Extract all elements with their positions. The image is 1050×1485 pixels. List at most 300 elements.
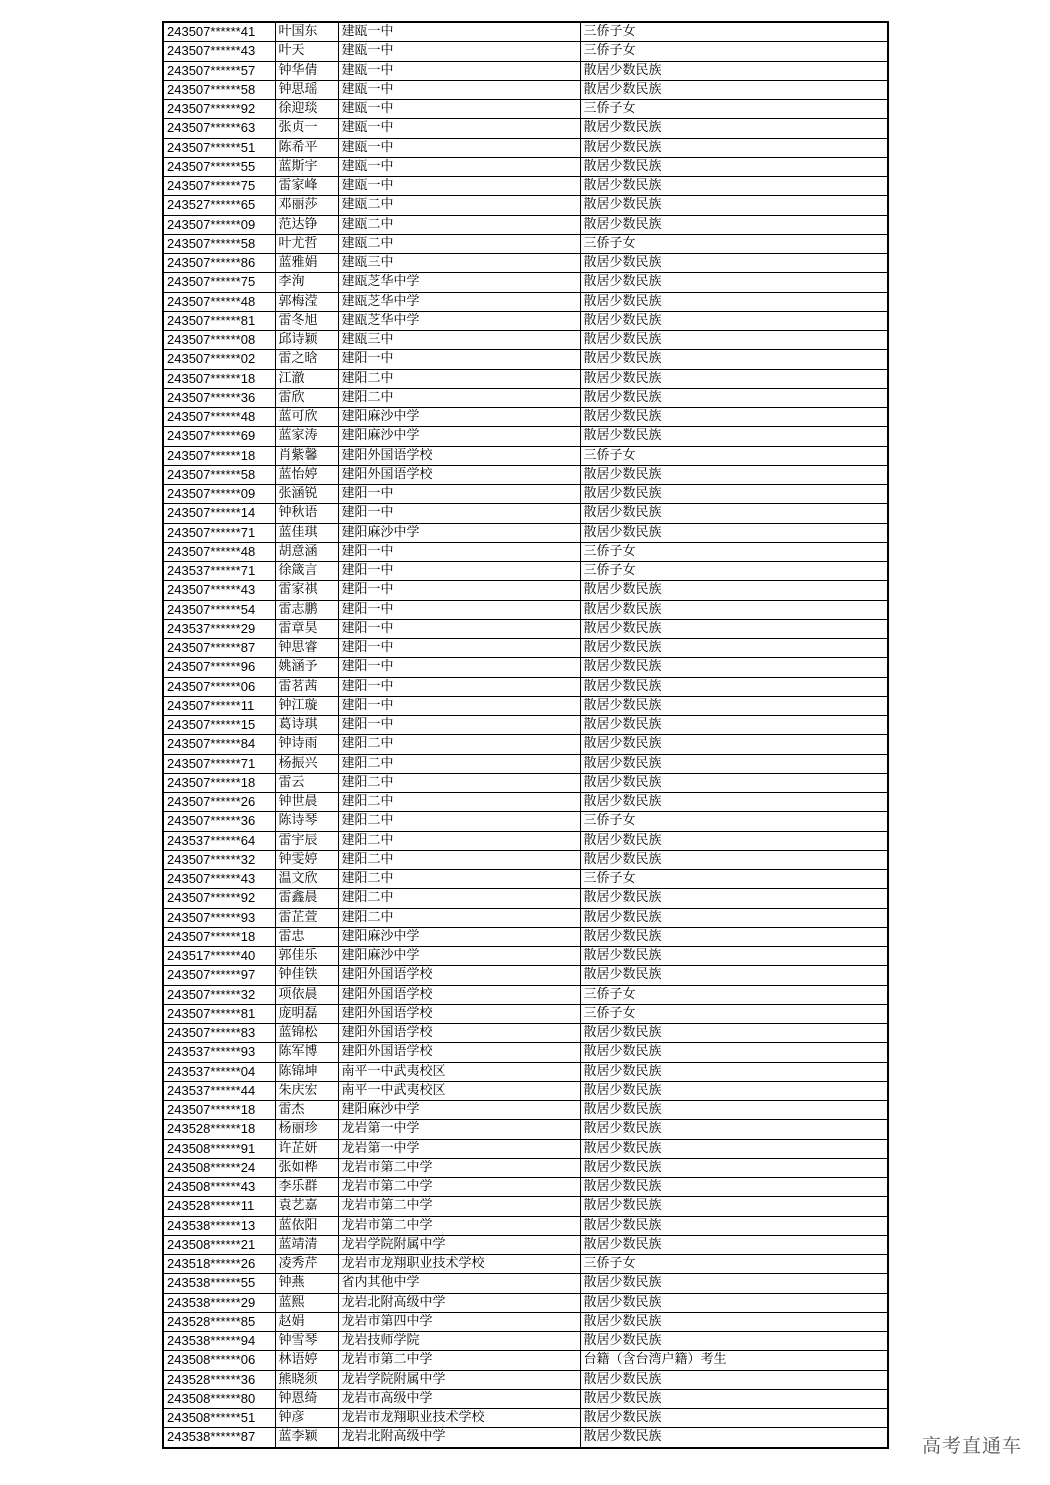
candidate-id-cell: 243507******15 (163, 716, 275, 735)
name-cell: 蓝家涛 (275, 427, 338, 446)
name-cell: 蓝李颖 (275, 1428, 338, 1448)
school-cell: 建阳二中 (338, 870, 580, 889)
school-cell: 龙岩第一中学 (338, 1120, 580, 1139)
category-cell: 散居少数民族 (580, 1389, 888, 1408)
candidate-id-cell: 243507******48 (163, 292, 275, 311)
table-row (163, 1428, 888, 1448)
name-cell: 姚涵予 (275, 658, 338, 677)
name-cell: 钟诗雨 (275, 735, 338, 754)
name-cell: 林语婷 (275, 1351, 338, 1370)
school-cell: 建瓯芝华中学 (338, 311, 580, 330)
name-cell: 温文欣 (275, 870, 338, 889)
table-row (163, 1312, 888, 1331)
name-cell: 蓝怡婷 (275, 465, 338, 484)
candidate-id-cell: 243537******04 (163, 1062, 275, 1081)
category-cell: 散居少数民族 (580, 1024, 888, 1043)
table-row (163, 1043, 888, 1062)
school-cell: 龙岩市龙翔职业技术学校 (338, 1409, 580, 1428)
candidate-id-cell: 243507******63 (163, 119, 275, 138)
school-cell: 建瓯芝华中学 (338, 273, 580, 292)
candidate-id-cell: 243507******18 (163, 1101, 275, 1120)
candidate-id-cell: 243507******41 (163, 22, 275, 42)
candidate-id-cell: 243537******29 (163, 619, 275, 638)
candidate-table (162, 21, 889, 1449)
candidate-id-cell: 243507******48 (163, 408, 275, 427)
table-row (163, 504, 888, 523)
school-cell: 龙岩市第二中学 (338, 1158, 580, 1177)
school-cell: 建阳一中 (338, 485, 580, 504)
category-cell: 散居少数民族 (580, 754, 888, 773)
school-cell: 建阳外国语学校 (338, 966, 580, 985)
school-cell: 建阳一中 (338, 504, 580, 523)
candidate-id-cell: 243507******71 (163, 523, 275, 542)
candidate-id-cell: 243507******93 (163, 908, 275, 927)
table-row (163, 1062, 888, 1081)
name-cell: 钟思睿 (275, 639, 338, 658)
category-cell: 散居少数民族 (580, 1062, 888, 1081)
category-cell: 散居少数民族 (580, 735, 888, 754)
name-cell: 雷之晗 (275, 350, 338, 369)
candidate-id-cell: 243508******80 (163, 1389, 275, 1408)
name-cell: 蓝佳琪 (275, 523, 338, 542)
school-cell: 省内其他中学 (338, 1274, 580, 1293)
candidate-id-cell: 243507******08 (163, 331, 275, 350)
name-cell: 雷欣 (275, 388, 338, 407)
name-cell: 蓝锦松 (275, 1024, 338, 1043)
category-cell: 散居少数民族 (580, 177, 888, 196)
table-row (163, 1255, 888, 1274)
category-cell: 三侨子女 (580, 562, 888, 581)
category-cell: 散居少数民族 (580, 1081, 888, 1100)
school-cell: 建瓯二中 (338, 234, 580, 253)
table-row (163, 927, 888, 946)
category-cell: 散居少数民族 (580, 1235, 888, 1254)
candidate-id-cell: 243508******91 (163, 1139, 275, 1158)
name-cell: 陈希平 (275, 138, 338, 157)
school-cell: 建阳一中 (338, 600, 580, 619)
table-row (163, 754, 888, 773)
school-cell: 建阳麻沙中学 (338, 408, 580, 427)
name-cell: 钟思瑶 (275, 80, 338, 99)
name-cell: 肖紫馨 (275, 446, 338, 465)
school-cell: 南平一中武夷校区 (338, 1081, 580, 1100)
candidate-id-cell: 243507******43 (163, 42, 275, 61)
table-row (163, 947, 888, 966)
school-cell: 建阳二中 (338, 850, 580, 869)
category-cell: 散居少数民族 (580, 196, 888, 215)
school-cell: 建阳麻沙中学 (338, 947, 580, 966)
table-row (163, 292, 888, 311)
table-row (163, 581, 888, 600)
school-cell: 建瓯芝华中学 (338, 292, 580, 311)
table-row (163, 273, 888, 292)
school-cell: 建阳一中 (338, 542, 580, 561)
school-cell: 建阳一中 (338, 562, 580, 581)
candidate-id-cell: 243507******71 (163, 754, 275, 773)
candidate-id-cell: 243538******29 (163, 1293, 275, 1312)
school-cell: 建阳二中 (338, 773, 580, 792)
category-cell: 散居少数民族 (580, 1409, 888, 1428)
name-cell: 雷宇辰 (275, 831, 338, 850)
category-cell: 三侨子女 (580, 1004, 888, 1023)
school-cell: 建瓯一中 (338, 177, 580, 196)
name-cell: 蓝熙 (275, 1293, 338, 1312)
category-cell: 三侨子女 (580, 985, 888, 1004)
name-cell: 雷冬旭 (275, 311, 338, 330)
candidate-id-cell: 243528******11 (163, 1197, 275, 1216)
category-cell: 散居少数民族 (580, 1158, 888, 1177)
table-row (163, 908, 888, 927)
school-cell: 建瓯一中 (338, 138, 580, 157)
category-cell: 散居少数民族 (580, 254, 888, 273)
table-row (163, 619, 888, 638)
table-row (163, 350, 888, 369)
table-row (163, 850, 888, 869)
school-cell: 建阳一中 (338, 716, 580, 735)
table-row (163, 100, 888, 119)
candidate-id-cell: 243507******87 (163, 639, 275, 658)
name-cell: 陈诗琴 (275, 812, 338, 831)
candidate-id-cell: 243507******32 (163, 850, 275, 869)
table-row (163, 485, 888, 504)
candidate-id-cell: 243507******18 (163, 773, 275, 792)
name-cell: 邓丽莎 (275, 196, 338, 215)
category-cell: 散居少数民族 (580, 1197, 888, 1216)
category-cell: 散居少数民族 (580, 966, 888, 985)
school-cell: 建阳二中 (338, 831, 580, 850)
candidate-id-cell: 243507******55 (163, 157, 275, 176)
table-row (163, 1139, 888, 1158)
category-cell: 散居少数民族 (580, 696, 888, 715)
school-cell: 龙岩市第二中学 (338, 1351, 580, 1370)
category-cell: 散居少数民族 (580, 138, 888, 157)
table-row (163, 1293, 888, 1312)
name-cell: 李乐群 (275, 1178, 338, 1197)
candidate-id-cell: 243507******18 (163, 927, 275, 946)
candidate-id-cell: 243537******64 (163, 831, 275, 850)
name-cell: 雷章昊 (275, 619, 338, 638)
school-cell: 龙岩技师学院 (338, 1332, 580, 1351)
table-row (163, 562, 888, 581)
table-row (163, 446, 888, 465)
table-row (163, 1332, 888, 1351)
candidate-id-cell: 243507******92 (163, 100, 275, 119)
school-cell: 龙岩学院附属中学 (338, 1370, 580, 1389)
school-cell: 建阳外国语学校 (338, 1024, 580, 1043)
table-row (163, 600, 888, 619)
name-cell: 雷芷萱 (275, 908, 338, 927)
table-row (163, 42, 888, 61)
table-row (163, 966, 888, 985)
candidate-id-cell: 243507******58 (163, 80, 275, 99)
name-cell: 雷茗茜 (275, 677, 338, 696)
school-cell: 建阳一中 (338, 639, 580, 658)
school-cell: 建瓯三中 (338, 254, 580, 273)
table-row (163, 157, 888, 176)
table-row (163, 1197, 888, 1216)
category-cell: 三侨子女 (580, 100, 888, 119)
candidate-id-cell: 243507******48 (163, 542, 275, 561)
table-row (163, 311, 888, 330)
name-cell: 许芷妍 (275, 1139, 338, 1158)
candidate-id-cell: 243507******97 (163, 966, 275, 985)
name-cell: 熊晓须 (275, 1370, 338, 1389)
candidate-id-cell: 243508******06 (163, 1351, 275, 1370)
category-cell: 散居少数民族 (580, 927, 888, 946)
table-row (163, 812, 888, 831)
school-cell: 龙岩市高级中学 (338, 1389, 580, 1408)
name-cell: 张贞一 (275, 119, 338, 138)
table-row (163, 1235, 888, 1254)
name-cell: 郭梅滢 (275, 292, 338, 311)
name-cell: 蓝靖清 (275, 1235, 338, 1254)
candidate-id-cell: 243507******09 (163, 485, 275, 504)
candidate-id-cell: 243528******18 (163, 1120, 275, 1139)
school-cell: 南平一中武夷校区 (338, 1062, 580, 1081)
table-row (163, 1120, 888, 1139)
candidate-id-cell: 243507******58 (163, 234, 275, 253)
name-cell: 叶天 (275, 42, 338, 61)
school-cell: 龙岩市第二中学 (338, 1178, 580, 1197)
table-row (163, 1004, 888, 1023)
category-cell: 散居少数民族 (580, 1428, 888, 1448)
school-cell: 龙岩市第二中学 (338, 1216, 580, 1235)
candidate-id-cell: 243507******58 (163, 465, 275, 484)
table-row (163, 1024, 888, 1043)
candidate-id-cell: 243507******18 (163, 446, 275, 465)
table-row (163, 22, 888, 42)
name-cell: 叶国东 (275, 22, 338, 42)
candidate-id-cell: 243507******11 (163, 696, 275, 715)
category-cell: 散居少数民族 (580, 119, 888, 138)
table-row (163, 1101, 888, 1120)
school-cell: 建阳外国语学校 (338, 1043, 580, 1062)
category-cell: 散居少数民族 (580, 889, 888, 908)
candidate-id-cell: 243508******21 (163, 1235, 275, 1254)
candidate-id-cell: 243507******36 (163, 388, 275, 407)
candidate-id-cell: 243518******26 (163, 1255, 275, 1274)
school-cell: 建阳麻沙中学 (338, 523, 580, 542)
table-row (163, 1216, 888, 1235)
candidate-id-cell: 243507******54 (163, 600, 275, 619)
table-row (163, 331, 888, 350)
category-cell: 散居少数民族 (580, 639, 888, 658)
candidate-id-cell: 243507******43 (163, 581, 275, 600)
candidate-id-cell: 243507******32 (163, 985, 275, 1004)
school-cell: 建瓯三中 (338, 331, 580, 350)
candidate-id-cell: 243507******09 (163, 215, 275, 234)
name-cell: 葛诗琪 (275, 716, 338, 735)
name-cell: 雷杰 (275, 1101, 338, 1120)
table-row (163, 196, 888, 215)
category-cell: 三侨子女 (580, 812, 888, 831)
school-cell: 建瓯一中 (338, 119, 580, 138)
category-cell: 三侨子女 (580, 1255, 888, 1274)
name-cell: 范达铮 (275, 215, 338, 234)
category-cell: 散居少数民族 (580, 600, 888, 619)
school-cell: 建阳一中 (338, 619, 580, 638)
school-cell: 建阳外国语学校 (338, 985, 580, 1004)
candidate-id-cell: 243507******84 (163, 735, 275, 754)
school-cell: 建阳外国语学校 (338, 1004, 580, 1023)
table-row (163, 427, 888, 446)
category-cell: 散居少数民族 (580, 581, 888, 600)
candidate-id-cell: 243537******44 (163, 1081, 275, 1100)
category-cell: 散居少数民族 (580, 350, 888, 369)
table-row (163, 716, 888, 735)
candidate-id-cell: 243508******24 (163, 1158, 275, 1177)
school-cell: 建阳外国语学校 (338, 446, 580, 465)
category-cell: 散居少数民族 (580, 1274, 888, 1293)
school-cell: 建瓯一中 (338, 157, 580, 176)
school-cell: 建阳二中 (338, 735, 580, 754)
category-cell: 散居少数民族 (580, 61, 888, 80)
category-cell: 散居少数民族 (580, 465, 888, 484)
name-cell: 叶尤哲 (275, 234, 338, 253)
name-cell: 杨丽珍 (275, 1120, 338, 1139)
school-cell: 建阳二中 (338, 369, 580, 388)
category-cell: 散居少数民族 (580, 658, 888, 677)
category-cell: 散居少数民族 (580, 292, 888, 311)
category-cell: 散居少数民族 (580, 1101, 888, 1120)
table-row (163, 1081, 888, 1100)
candidate-id-cell: 243507******86 (163, 254, 275, 273)
table-row (163, 985, 888, 1004)
name-cell: 郭佳乐 (275, 947, 338, 966)
name-cell: 雷志鹏 (275, 600, 338, 619)
category-cell: 散居少数民族 (580, 523, 888, 542)
name-cell: 徐迎琰 (275, 100, 338, 119)
category-cell: 散居少数民族 (580, 850, 888, 869)
category-cell: 散居少数民族 (580, 1139, 888, 1158)
table-row (163, 465, 888, 484)
name-cell: 陈军博 (275, 1043, 338, 1062)
table-row (163, 523, 888, 542)
category-cell: 散居少数民族 (580, 1178, 888, 1197)
category-cell: 散居少数民族 (580, 1370, 888, 1389)
candidate-id-cell: 243538******13 (163, 1216, 275, 1235)
table-row (163, 138, 888, 157)
table-row (163, 1274, 888, 1293)
name-cell: 邱诗颖 (275, 331, 338, 350)
table-row (163, 1178, 888, 1197)
category-cell: 散居少数民族 (580, 1043, 888, 1062)
category-cell: 三侨子女 (580, 870, 888, 889)
school-cell: 龙岩市第四中学 (338, 1312, 580, 1331)
name-cell: 钟江璇 (275, 696, 338, 715)
candidate-id-cell: 243507******75 (163, 177, 275, 196)
table-row (163, 254, 888, 273)
name-cell: 钟雯婷 (275, 850, 338, 869)
name-cell: 朱庆宏 (275, 1081, 338, 1100)
table-row (163, 1351, 888, 1370)
table-row (163, 639, 888, 658)
table-row (163, 177, 888, 196)
school-cell: 建阳麻沙中学 (338, 927, 580, 946)
table-row (163, 388, 888, 407)
category-cell: 散居少数民族 (580, 427, 888, 446)
candidate-id-cell: 243507******69 (163, 427, 275, 446)
name-cell: 雷云 (275, 773, 338, 792)
name-cell: 蓝依阳 (275, 1216, 338, 1235)
category-cell: 台籍（含台湾户籍）考生 (580, 1351, 888, 1370)
candidate-id-cell: 243507******18 (163, 369, 275, 388)
category-cell: 散居少数民族 (580, 408, 888, 427)
school-cell: 建阳二中 (338, 754, 580, 773)
category-cell: 三侨子女 (580, 42, 888, 61)
name-cell: 张如桦 (275, 1158, 338, 1177)
school-cell: 建瓯一中 (338, 61, 580, 80)
name-cell: 钟雪琴 (275, 1332, 338, 1351)
candidate-id-cell: 243507******81 (163, 311, 275, 330)
candidate-id-cell: 243507******26 (163, 793, 275, 812)
category-cell: 散居少数民族 (580, 311, 888, 330)
candidate-id-cell: 243507******57 (163, 61, 275, 80)
candidate-id-cell: 243507******02 (163, 350, 275, 369)
name-cell: 杨振兴 (275, 754, 338, 773)
name-cell: 赵娟 (275, 1312, 338, 1331)
category-cell: 散居少数民族 (580, 831, 888, 850)
school-cell: 建瓯一中 (338, 80, 580, 99)
category-cell: 散居少数民族 (580, 273, 888, 292)
category-cell: 散居少数民族 (580, 793, 888, 812)
table-row (163, 542, 888, 561)
school-cell: 龙岩北附高级中学 (338, 1293, 580, 1312)
table-row (163, 80, 888, 99)
name-cell: 钟华倩 (275, 61, 338, 80)
category-cell: 散居少数民族 (580, 773, 888, 792)
table-row (163, 889, 888, 908)
school-cell: 建瓯二中 (338, 196, 580, 215)
school-cell: 建阳二中 (338, 388, 580, 407)
category-cell: 散居少数民族 (580, 157, 888, 176)
candidate-id-cell: 243507******14 (163, 504, 275, 523)
candidate-id-cell: 243507******75 (163, 273, 275, 292)
table-row (163, 369, 888, 388)
name-cell: 陈锦坤 (275, 1062, 338, 1081)
school-cell: 建瓯一中 (338, 100, 580, 119)
school-cell: 建阳一中 (338, 696, 580, 715)
school-cell: 建阳麻沙中学 (338, 427, 580, 446)
category-cell: 散居少数民族 (580, 485, 888, 504)
category-cell: 三侨子女 (580, 446, 888, 465)
table-row (163, 1370, 888, 1389)
school-cell: 建阳麻沙中学 (338, 1101, 580, 1120)
school-cell: 龙岩市第二中学 (338, 1197, 580, 1216)
candidate-id-cell: 243507******06 (163, 677, 275, 696)
school-cell: 建阳一中 (338, 350, 580, 369)
table-row (163, 234, 888, 253)
table-row (163, 119, 888, 138)
table-row (163, 408, 888, 427)
category-cell: 散居少数民族 (580, 215, 888, 234)
candidate-id-cell: 243507******81 (163, 1004, 275, 1023)
category-cell: 散居少数民族 (580, 1216, 888, 1235)
name-cell: 钟燕 (275, 1274, 338, 1293)
table-row (163, 831, 888, 850)
candidate-id-cell: 243538******87 (163, 1428, 275, 1448)
table-row (163, 773, 888, 792)
category-cell: 散居少数民族 (580, 1312, 888, 1331)
table-row (163, 658, 888, 677)
category-cell: 三侨子女 (580, 234, 888, 253)
candidate-table-body (163, 22, 888, 1448)
name-cell: 徐箴言 (275, 562, 338, 581)
name-cell: 蓝雅娟 (275, 254, 338, 273)
name-cell: 胡意涵 (275, 542, 338, 561)
name-cell: 蓝斯宇 (275, 157, 338, 176)
category-cell: 三侨子女 (580, 22, 888, 42)
